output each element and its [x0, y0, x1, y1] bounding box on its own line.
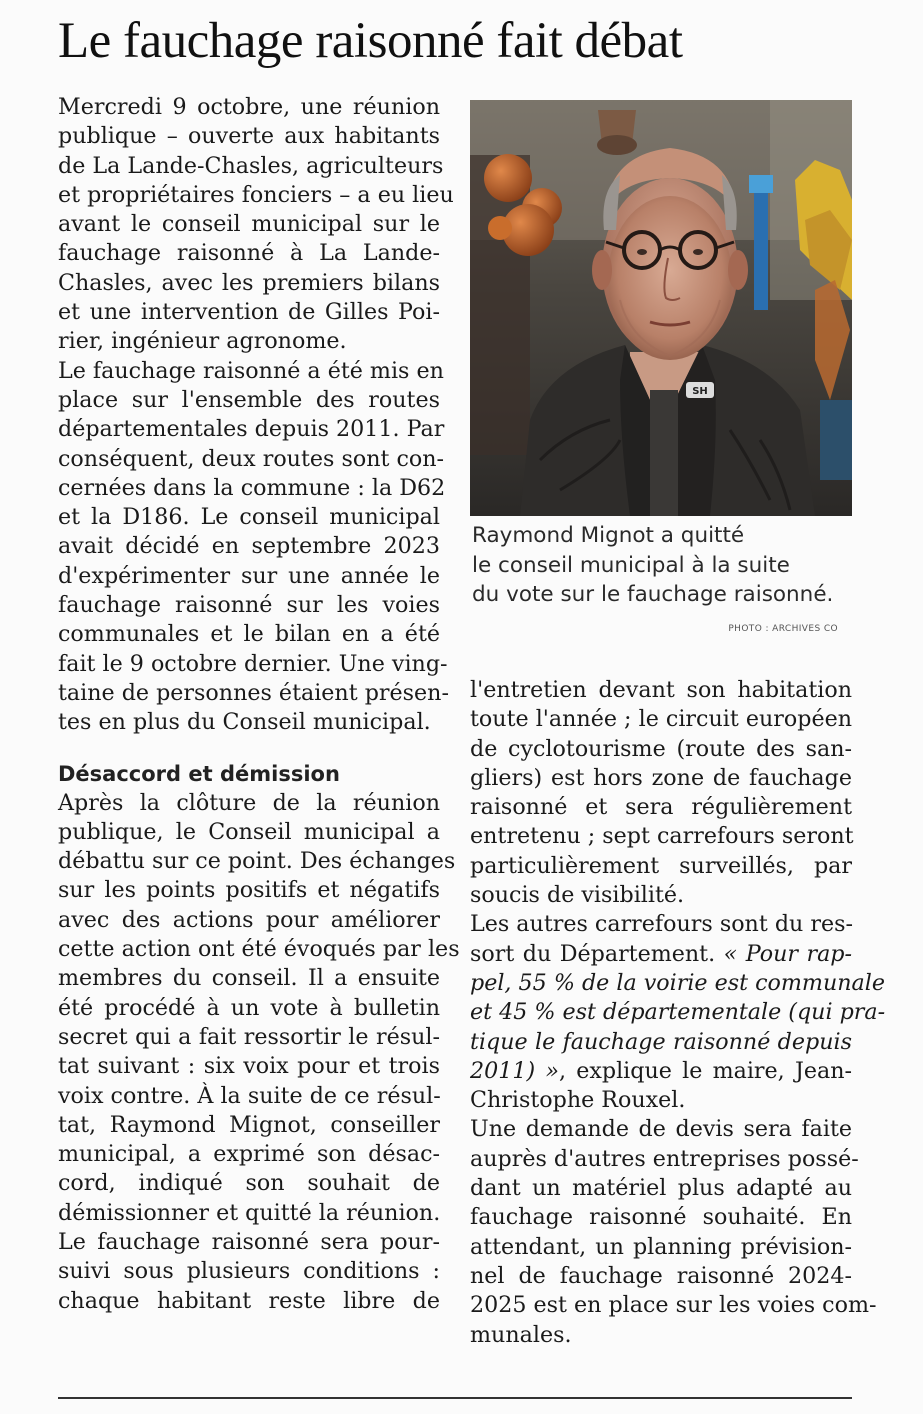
text-line: Les autres carrefours sont du res- [470, 911, 853, 938]
text-line: Mercredi 9 octobre, une réunion [58, 94, 440, 120]
quote-text: « Pour rap- [723, 940, 852, 967]
text-line: suivi sous plusieurs conditions : [58, 1258, 440, 1285]
text-line: démissionner et quitté la réunion. [58, 1199, 441, 1226]
text-line: d'expérimenter sur une année le [58, 562, 440, 589]
text-line: dant un matériel plus adapté au [470, 1175, 852, 1202]
paragraph [470, 676, 852, 910]
text-line: cernées dans la commune : la D62 [58, 474, 446, 501]
quote-text: 2011) » [470, 1057, 559, 1084]
text-run: sort du Département. [470, 940, 724, 967]
text-line: tes en plus du Conseil municipal. [58, 709, 431, 736]
text-line: place sur l'ensemble des routes [58, 386, 440, 413]
paragraph [58, 93, 454, 357]
text-line: gliers) est hors zone de fauchage [470, 764, 852, 791]
text-line: munales. [470, 1321, 572, 1348]
text-run: , explique le maire, Jean- [558, 1057, 852, 1084]
portrait-photo-illustration [470, 100, 852, 516]
text-line: chaque habitant reste libre de [58, 1287, 440, 1314]
caption-line: le conseil municipal à la suite [472, 552, 790, 578]
text-line: communales et le bilan en a été [58, 621, 440, 648]
bottom-rule [58, 1397, 852, 1399]
caption-line: du vote sur le fauchage raisonné. [472, 582, 834, 607]
jacket-logo-text: SH [692, 386, 708, 397]
text-line: soucis de visibilité. [470, 882, 685, 909]
caption-line: Raymond Mignot a quitté [472, 523, 745, 548]
text-line: tat suivant : six voix pour et trois [58, 1053, 440, 1080]
article-right-column [470, 676, 886, 1350]
text-line: départementales depuis 2011. Par [58, 416, 445, 443]
text-line: Christophe Rouxel. [470, 1087, 686, 1114]
article-photo [470, 100, 852, 516]
text-line: rier, ingénieur agronome. [58, 328, 347, 355]
text-line: l'entretien devant son habitation [470, 677, 852, 703]
paragraph [58, 1228, 440, 1316]
text-line: conséquent, deux routes sont con- [58, 445, 445, 472]
text-line: fauchage raisonné sur les voies [58, 592, 440, 619]
text-line: et propriétaires fonciers – a eu lieu [58, 181, 454, 208]
text-line: taine de personnes étaient présen- [58, 679, 449, 706]
text-line: entretenu ; sept carrefours seront [470, 823, 854, 850]
text-line: cord, indiqué son souhait de [58, 1170, 440, 1197]
text-line: fait le 9 octobre dernier. Une ving- [58, 650, 448, 677]
text-line: voix contre. À la suite de ce résul- [58, 1082, 441, 1109]
text-line: secret qui a fait ressortir le résul- [58, 1023, 440, 1050]
paragraph [470, 910, 886, 1115]
text-line: 2025 est en place sur les voies com- [470, 1292, 877, 1319]
text-line: municipal, a exprimé son désac- [58, 1141, 440, 1168]
headline: Le fauchage raisonné fait débat [58, 13, 683, 69]
text-line [470, 969, 885, 998]
text-line: raisonné et sera régulièrement [470, 794, 852, 821]
text-line: et une intervention de Gilles Poi- [58, 299, 440, 326]
text-line [470, 998, 886, 1027]
text-line: débattu sur ce point. Des échanges [58, 848, 456, 875]
text-line: Le fauchage raisonné a été mis en [58, 357, 444, 384]
quote-text: tique le fauchage raisonné depuis [470, 1028, 852, 1055]
quote-text: pel, 55 % de la voirie est communale [470, 969, 885, 996]
text-line: Chasles, avec les premiers bilans [58, 269, 440, 296]
text-line: membres du conseil. Il a ensuite [58, 965, 440, 992]
text-line: Le fauchage raisonné sera pour- [58, 1228, 440, 1255]
text-line: fauchage raisonné souhaité. En [470, 1204, 852, 1231]
photo-caption [472, 521, 852, 610]
text-line: sur les points positifs et négatifs [58, 877, 440, 904]
text-line: avait décidé en septembre 2023 [58, 533, 440, 560]
text-line: tat, Raymond Mignot, conseiller [58, 1111, 440, 1138]
text-line: été procédé à un vote à bulletin [58, 994, 440, 1021]
text-line: avec des actions pour améliorer [58, 906, 440, 933]
text-line: cette action ont été évoqués par les [58, 936, 460, 963]
text-line: toute l'année ; le circuit européen [470, 706, 852, 733]
text-line: attendant, un planning prévision- [470, 1233, 852, 1260]
text-line: publique – ouverte aux habitants [58, 123, 440, 150]
text-line: avant le conseil municipal sur le [58, 211, 440, 238]
text-line: de cyclotourisme (route des san- [470, 735, 852, 762]
photo-credit: PHOTO : ARCHIVES CO [728, 624, 838, 634]
text-line [470, 940, 852, 969]
paragraph [58, 789, 460, 1228]
article-left-column [58, 93, 460, 1316]
section-subheading: Désaccord et démission [58, 761, 340, 786]
text-line: Une demande de devis sera faite [470, 1116, 852, 1143]
text-line: et la D186. Le conseil municipal [58, 504, 440, 531]
text-line [470, 1028, 852, 1057]
text-line: fauchage raisonné à La Lande- [58, 240, 440, 267]
paragraph [470, 1115, 877, 1349]
paragraph [58, 357, 449, 738]
text-line: particulièrement surveillés, par [470, 852, 852, 879]
text-line: publique, le Conseil municipal a [58, 818, 440, 845]
text-line: Après la clôture de la réunion [58, 789, 440, 816]
quote-text: et 45 % est départementale (qui pra- [470, 999, 886, 1026]
text-line: auprès d'autres entreprises possé- [470, 1145, 859, 1172]
text-line: de La Lande-Chasles, agriculteurs [58, 152, 444, 179]
text-line [470, 1057, 852, 1086]
text-line: nel de fauchage raisonné 2024- [470, 1262, 852, 1289]
